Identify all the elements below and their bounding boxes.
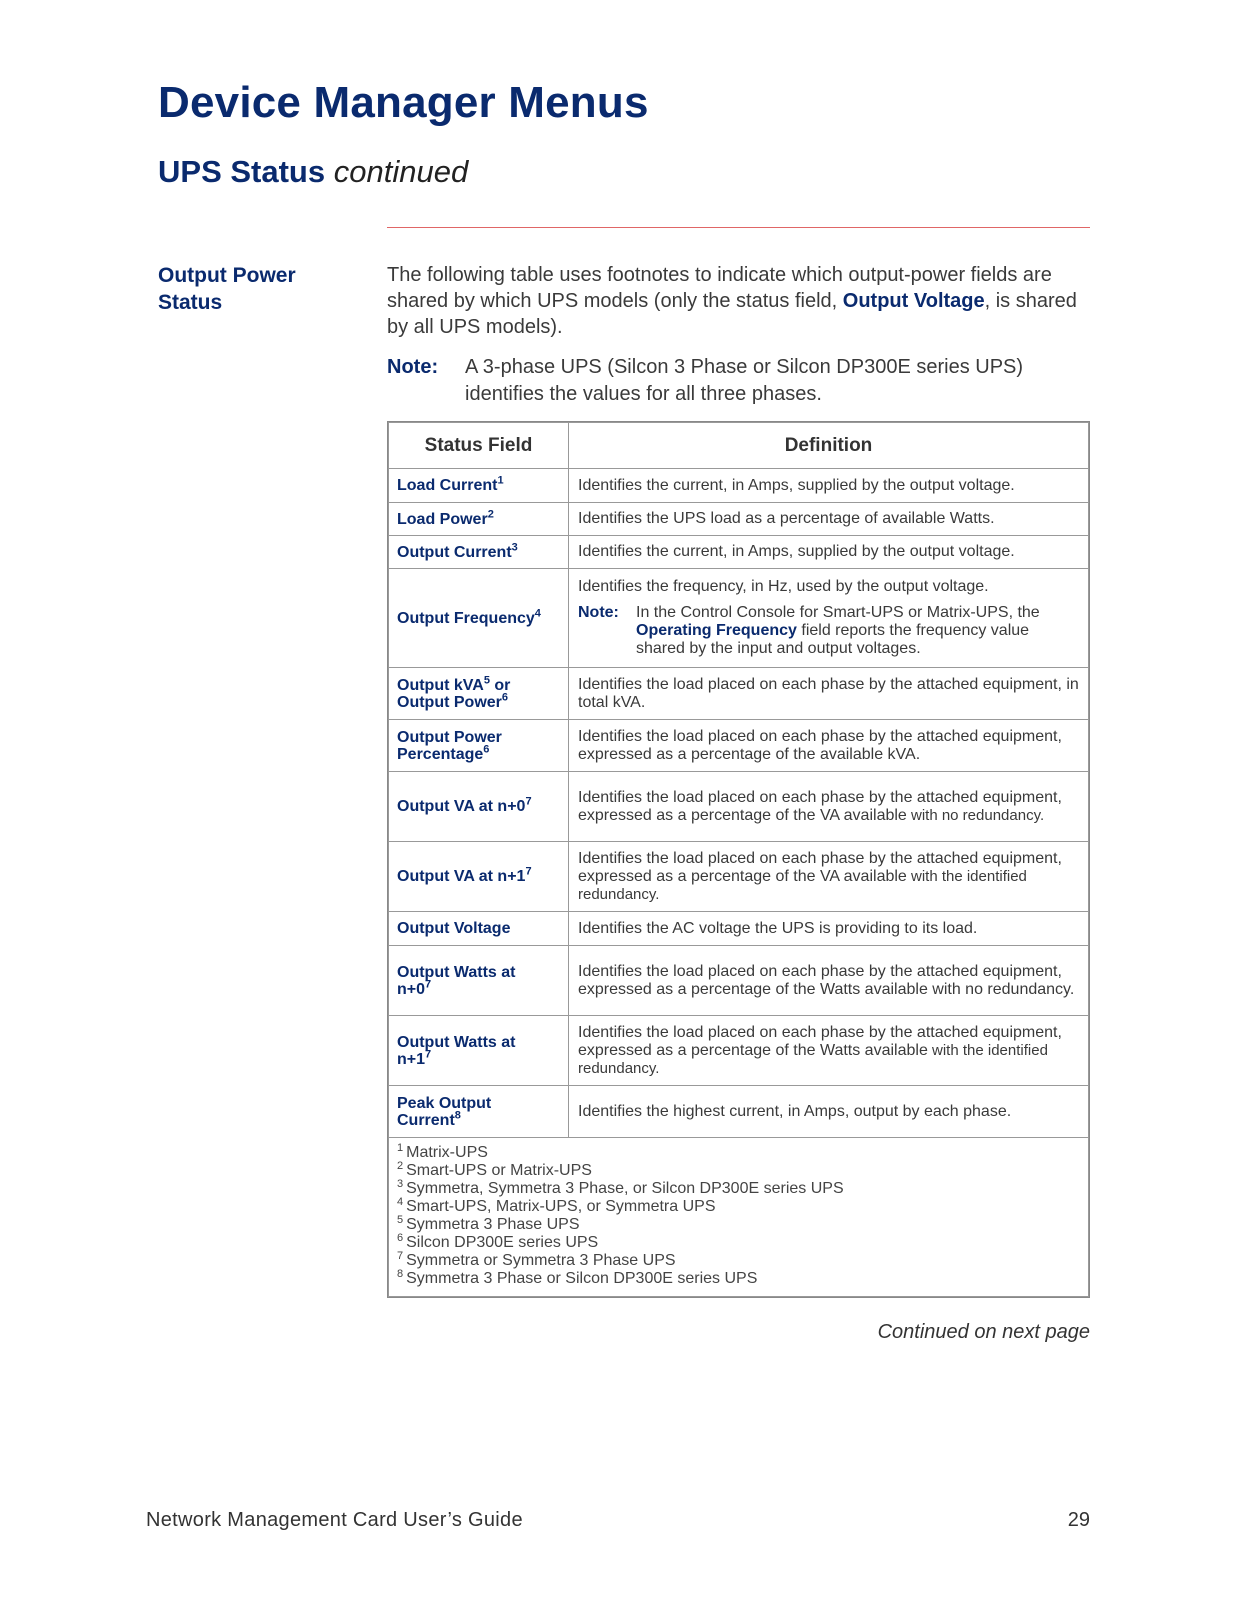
footnote-ref: 6 <box>483 743 490 756</box>
footnote-number: 7 <box>397 1249 404 1262</box>
definition-cell: Identifies the load placed on each phase by the attached equipment, expressed as a percentage of the available kVA. <box>569 720 1089 772</box>
definition-text: Identifies the load placed on each phase by the attached equipment, expressed as a percentage of the Watts available <box>578 1023 1062 1059</box>
definition-text: Identifies the load placed on each phase by the attached equipment, expressed as a percentage of the VA available <box>578 849 1062 885</box>
footnote <box>397 1177 1080 1198</box>
table-row <box>389 503 1089 536</box>
intro-text-1: The following table uses footnotes to indicate which output-power fields are shared by which UPS models (only the status field, <box>387 264 1052 312</box>
field-cell <box>389 469 569 503</box>
footnote-number: 5 <box>397 1213 404 1226</box>
definition-text: Identifies the load placed on each phase by the attached equipment, expressed as a percentage of the VA available <box>578 788 1062 824</box>
note-text: A 3-phase UPS (Silcon 3 Phase or Silcon DP300E series UPS) identifies the values for all three phases. <box>465 356 1024 405</box>
table-row <box>389 469 1089 503</box>
footnote <box>397 1249 1080 1270</box>
field-name-line2: Output Power <box>397 693 502 711</box>
footnote-number: 1 <box>397 1141 404 1154</box>
footnote-number: 6 <box>397 1231 404 1244</box>
intro-bold-term: Output Voltage <box>842 290 985 312</box>
table-row <box>389 946 1089 1016</box>
field-cell <box>389 1016 569 1086</box>
header-definition: Definition <box>569 423 1089 469</box>
table-row <box>389 536 1089 569</box>
table-row <box>389 842 1089 912</box>
definition-text-tail: with no redundancy. <box>906 806 1045 824</box>
field-name-line2: n+0 <box>397 980 426 998</box>
footnote-text: Smart-UPS, Matrix-UPS, or Symmetra UPS <box>406 1198 716 1215</box>
field-name: Output Watts at <box>397 1033 516 1051</box>
field-cell: Output Voltage <box>389 912 569 946</box>
definition-cell: Identifies the current, in Amps, supplied by the output voltage. <box>569 536 1089 569</box>
field-name-line2: Current <box>397 1111 455 1129</box>
table-row <box>389 569 1089 668</box>
field-name: Output kVA <box>397 676 484 694</box>
field-name: Peak Output <box>397 1094 492 1112</box>
footnote <box>397 1213 1080 1234</box>
section-title-main: UPS Status <box>158 154 326 189</box>
note-block <box>387 354 1092 408</box>
field-name: Output Watts at <box>397 963 516 981</box>
footnote-text: Silcon DP300E series UPS <box>406 1234 599 1251</box>
status-table <box>387 421 1090 1298</box>
footnotes-row <box>389 1138 1089 1297</box>
definition-cell: Identifies the load placed on each phase by the attached equipment, in total kVA. <box>569 668 1089 720</box>
field-name: Output Current <box>397 543 512 561</box>
footnote-text: Symmetra 3 Phase or Silcon DP300E series UPS <box>406 1270 758 1287</box>
intro-text-2: , is shared by all UPS models). <box>387 290 1077 338</box>
inner-note-bold: Operating Frequency <box>636 622 797 639</box>
footnote-text: Smart-UPS or Matrix-UPS <box>406 1162 592 1179</box>
field-name: Output Power <box>397 728 502 746</box>
inner-note-pre: In the Control Console for Smart-UPS or Matrix-UPS, the <box>636 604 1040 621</box>
table-row <box>389 1086 1089 1138</box>
footnote-ref: 2 <box>487 508 494 521</box>
definition-cell: Identifies the load placed on each phase by the attached equipment, expressed as a percentage of the Watts available with no redundancy. <box>569 946 1089 1016</box>
field-cell <box>389 720 569 772</box>
footnote <box>397 1231 1080 1252</box>
field-name-joiner: or <box>489 676 511 694</box>
field-name-line2: n+1 <box>397 1050 426 1068</box>
footnote-ref: 5 <box>483 674 490 687</box>
footnote-ref: 7 <box>525 865 532 878</box>
table-row <box>389 1016 1089 1086</box>
footnote-number: 2 <box>397 1159 404 1172</box>
table-row <box>389 772 1089 842</box>
table-row <box>389 720 1089 772</box>
field-name: Output VA at n+1 <box>397 868 526 885</box>
definition-cell <box>569 1016 1089 1086</box>
field-cell <box>389 946 569 1016</box>
footnote-text: Symmetra 3 Phase UPS <box>406 1216 580 1233</box>
definition-cell <box>569 842 1089 912</box>
field-name: Output Frequency <box>397 609 535 627</box>
inner-note-post: field reports the frequency value shared by the input and output voltages. <box>636 622 1030 657</box>
footnote <box>397 1159 1080 1180</box>
field-cell <box>389 842 569 912</box>
footnote <box>397 1195 1080 1216</box>
footnote-ref: 6 <box>501 691 509 704</box>
footnote-number: 3 <box>397 1177 404 1190</box>
table-row <box>389 912 1089 946</box>
page-title: Device Manager Menus <box>158 78 649 127</box>
footnote <box>397 1267 1080 1288</box>
footnote-ref: 3 <box>511 541 518 554</box>
section-title-continued: continued <box>333 154 469 189</box>
definition-cell: Identifies the AC voltage the UPS is providing to its load. <box>569 912 1089 946</box>
header-status-field: Status Field <box>389 423 569 469</box>
field-name: Output VA at n+0 <box>397 798 526 815</box>
definition-cell: Identifies the highest current, in Amps, output by each phase. <box>569 1086 1089 1138</box>
definition-cell <box>569 772 1089 842</box>
table-header-row <box>389 423 1089 469</box>
table-row <box>389 668 1089 720</box>
inner-note-text <box>636 604 1079 658</box>
footnote-number: 4 <box>397 1195 404 1208</box>
field-name-line2: Percentage <box>397 745 484 763</box>
footnote-number: 8 <box>397 1267 404 1280</box>
intro-paragraph <box>387 262 1092 340</box>
continued-note: Continued on next page <box>877 1321 1090 1343</box>
definition-text: Identifies the frequency, in Hz, used by the output voltage. <box>578 578 989 595</box>
footnote-ref: 7 <box>425 1048 432 1061</box>
divider-rule <box>387 227 1090 228</box>
footnote-text: Matrix-UPS <box>406 1144 488 1161</box>
definition-cell: Identifies the UPS load as a percentage of available Watts. <box>569 503 1089 536</box>
footnote-ref: 7 <box>525 795 532 808</box>
footnote-text: Symmetra or Symmetra 3 Phase UPS <box>406 1252 676 1269</box>
field-cell <box>389 536 569 569</box>
definition-text-tail: with the identified redundancy. <box>578 867 1027 903</box>
footnote-ref: 7 <box>425 978 432 991</box>
footnotes-cell <box>389 1138 1089 1297</box>
definition-text-tail: with the identified redundancy. <box>578 1041 1048 1077</box>
field-cell <box>389 569 569 668</box>
field-cell <box>389 668 569 720</box>
footnote-ref: 8 <box>454 1109 461 1122</box>
field-cell <box>389 1086 569 1138</box>
inner-note <box>578 604 1079 658</box>
field-cell <box>389 503 569 536</box>
field-name: Load Current <box>397 477 498 494</box>
field-name: Load Power <box>397 510 488 528</box>
inner-note-label: Note: <box>578 604 619 621</box>
page-number: 29 <box>1067 1509 1090 1531</box>
note-label: Note: <box>387 356 439 378</box>
footnote-ref: 4 <box>534 607 541 620</box>
field-cell <box>389 772 569 842</box>
side-heading: Output Power Status <box>158 264 296 314</box>
footer-guide-title: Network Management Card User’s Guide <box>146 1509 523 1531</box>
footnote-ref: 1 <box>497 474 504 487</box>
definition-cell <box>569 569 1089 668</box>
footnote-text: Symmetra, Symmetra 3 Phase, or Silcon DP300E series UPS <box>406 1180 844 1197</box>
definition-cell: Identifies the current, in Amps, supplied by the output voltage. <box>569 469 1089 503</box>
section-title <box>158 154 468 190</box>
footnote <box>397 1141 1080 1162</box>
